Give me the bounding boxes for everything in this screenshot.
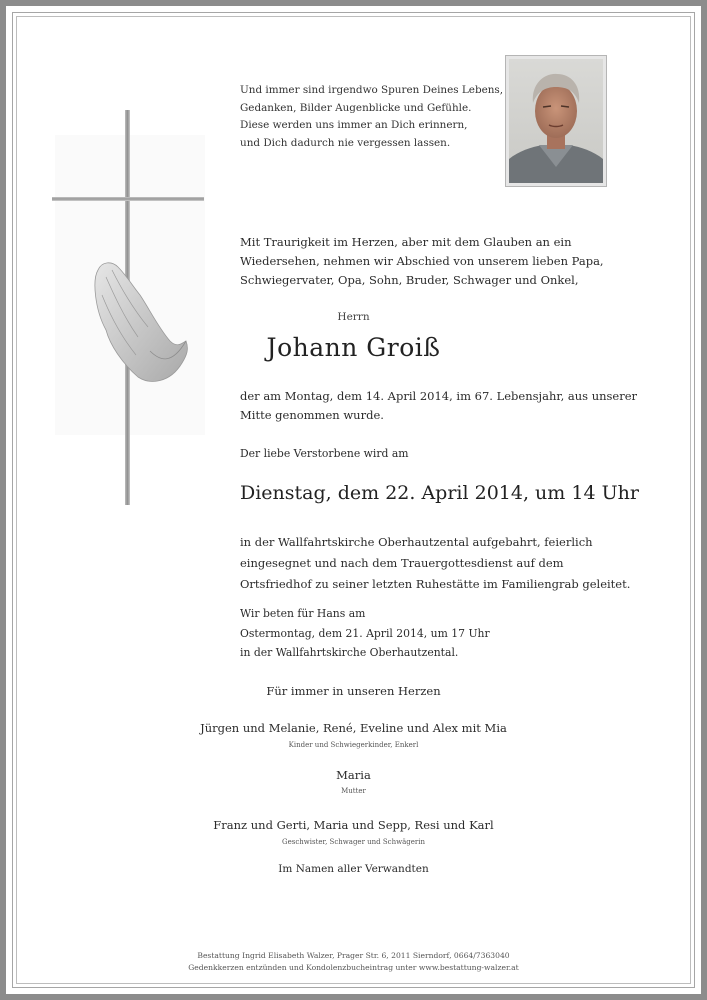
mourner-relation: Kinder und Schwiegerkinder, Enkerl [288,741,419,749]
mourner-relation: Geschwister, Schwager und Schwägerin [282,838,425,846]
poem-line: Diese werden uns immer an Dich erinnern, [240,119,468,131]
poem-line: Gedanken, Bilder Augenblicke und Gefühle. [240,101,472,114]
mourner-relation: Mutter [341,787,366,795]
intro-line: Schwiegervater, Opa, Sohn, Bruder, Schwager und Onkel, [240,273,579,287]
mourner-names: Franz und Gerti, Maria und Sepp, Resi und Karl [213,818,494,832]
prayer-line: in der Wallfahrtskirche Oberhautzental. [240,646,459,659]
mourner-names: Jürgen und Melanie, René, Eveline und Alex mit Mia [200,721,507,735]
funeral-line: Ortsfriedhof zu seiner letzten Ruhestätte im Familiengrab geleitet. [240,577,631,591]
announce-text: Der liebe Verstorbene wird am [240,447,409,460]
poem-line: Und immer sind irgendwo Spuren Deines Lebens, [240,84,504,96]
funeral-line: in der Wallfahrtskirche Oberhautzental aufgebahrt, feierlich [240,535,593,549]
relatives-line: Im Namen aller Verwandten [278,863,429,875]
intro-line: Mit Traurigkeit im Herzen, aber mit dem Glauben an ein [240,235,572,249]
poem-line: und Dich dadurch nie vergessen lassen. [240,136,451,149]
prayer-line: Wir beten für Hans am [240,607,366,620]
funeral-line: eingesegnet und nach dem Trauergottesdienst auf dem [240,556,564,570]
prayer-details [240,604,490,663]
deceased-name: Johann Groiß [266,333,441,362]
portrait-image-icon [509,59,603,183]
portrait-photo [505,55,607,187]
intro-text [240,233,604,290]
poem [240,82,503,152]
footer [0,950,707,973]
mourner-names: Maria [336,768,371,782]
intro-line: Wiedersehen, nehmen wir Abschied von unserem lieben Papa, [240,254,604,268]
death-line: der am Montag, dem 14. April 2014, im 67. Lebensjahr, aus unserer [240,389,638,403]
footer-address: Bestattung Ingrid Elisabeth Walzer, Prager Str. 6, 2011 Sierndorf, 0664/7363040 [197,951,510,960]
funeral-date: Dienstag, dem 22. April 2014, um 14 Uhr [240,482,639,504]
funeral-details [240,532,630,595]
footer-website: Gedenkkerzen entzünden und Kondolenzbucheintrag unter www.bestattung-walzer.at [188,962,519,972]
death-line: Mitte genommen wurde. [240,408,384,422]
cross-praying-hands-icon [40,105,220,515]
death-notice [240,387,637,425]
prayer-line: Ostermontag, dem 21. April 2014, um 17 Uhr [240,626,490,640]
forever-line: Für immer in unseren Herzen [266,684,441,698]
salutation: Herrn [337,311,370,323]
